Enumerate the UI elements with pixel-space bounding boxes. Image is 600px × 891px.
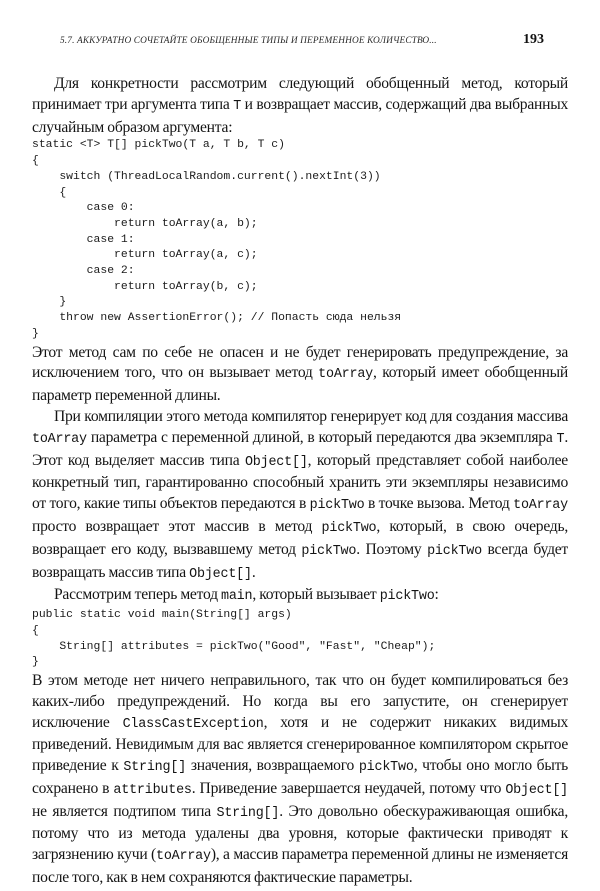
text-run: не является подтипом типа [32,802,217,820]
inline-code: toArray [318,367,374,383]
text-run: При компиляции этого метода компилятор генерирует код для создания массива [54,407,568,425]
text-run: ), а массив параметра переменной длины не изменяется после того, как в нем сохраняются фактические параметры. [32,846,568,887]
text-run: , который, в свою очередь, возвращает его коду, вызвавшему метод [32,517,568,558]
inline-code: String[] [216,805,280,821]
text-run: , который имеет обобщенный параметр переменной длины. [32,364,568,405]
inline-code: Object[] [505,782,568,798]
inline-code: ClassCastException [122,716,264,732]
text-run: . Приведение завершается неудачей, потому что [191,779,506,797]
page-number: 193 [523,32,544,47]
text-run: , чтобы оно могло быть сохранено в [32,757,569,797]
text-run: Этот метод сам по себе не опасен и не будет генерировать предупреждение, за исключением того, что он вызывает метод [32,343,568,382]
inline-code: attributes [113,782,192,798]
inline-code: pickTwo [301,543,357,559]
inline-code: T [233,98,242,114]
text-run: значения, возвращаемого [186,757,359,775]
inline-code: main [221,589,253,605]
inline-code: toArray [155,849,211,865]
text-run: . [251,563,256,581]
paragraph-compilation [32,407,568,585]
paragraph-explanation [32,671,568,889]
text-run: : [434,586,439,604]
inline-code: toArray [32,431,87,447]
inline-code: String[] [123,760,187,776]
text-run: . Этот код выделяет массив типа [32,428,568,469]
text-run: . Это довольно обескураживающая ошибка, потому что из метода удалены два уровня, которые фактически приводят к загрязнению кучи ( [32,802,568,864]
code-listing-picktwo: static <T> T[] pickTwo(T a, T b, T c) { switch (ThreadLocalRandom.current().nextInt(3)) { case 0: return toArray(a, b); case 1: return toArray(a, c); case 2: return toArray(b, c); } throw new AssertionError(); // Попасть сюда нельзя } [32,139,402,340]
page-content [32,74,568,889]
inline-code: Object[] [189,566,252,582]
text-run: В этом методе нет ничего неправильного, так что он будет компилироваться без каких-либо предупреждений. Но когда вы его запустите, он сгенерирует исключение [32,671,568,731]
inline-code: pickTwo [427,543,482,559]
text-run: Для конкретности рассмотрим следующий обобщенный метод, который принимает три аргумента типа [32,75,568,113]
text-run: в точке вызова. Метод [364,495,514,513]
inline-code: pickTwo [379,589,435,605]
text-run: . Поэтому [356,540,428,558]
paragraph-intro [32,74,568,138]
inline-code: pickTwo [309,498,365,514]
code-listing-main: public static void main(String[] args) { String[] attributes = pickTwo("Good", "Fast", "Cheap"); } [32,609,436,669]
inline-code: T [556,431,565,447]
inline-code: pickTwo [358,760,414,776]
inline-code: pickTwo [321,520,377,536]
page-header [60,30,544,52]
inline-code: Object[] [244,454,308,470]
paragraph-method-note [32,343,568,407]
text-run: , который представляет собой наиболее конкретный тип, гарантированно способный хранить эти экземпляры независимо от того, какие типы объектов передаются в [32,451,568,513]
inline-code: toArray [513,498,568,514]
running-head: 5.7. АККУРАТНО СОЧЕТАЙТЕ ОБОБЩЕННЫЕ ТИПЫ И ПЕРЕМЕННОЕ КОЛИЧЕСТВО... [60,36,437,46]
paragraph-main-intro [32,585,568,608]
text-run: и возвращает массив, содержащий два выбранных случайным образом аргумента: [32,95,568,136]
text-run: параметра с переменной длиной, в который передаются два экземпляра [86,428,557,446]
text-run: , хотя и не содержит никаких видимых приведений. Невидимым для вас является сгенерированное компилятором скрытое приведение к [32,713,568,775]
text-run: просто возвращает этот массив в метод [32,517,322,535]
text-run: , который вызывает [252,586,380,604]
text-run: всегда будет возвращать массив типа [32,540,568,581]
text-run: Рассмотрим теперь метод [54,586,221,604]
